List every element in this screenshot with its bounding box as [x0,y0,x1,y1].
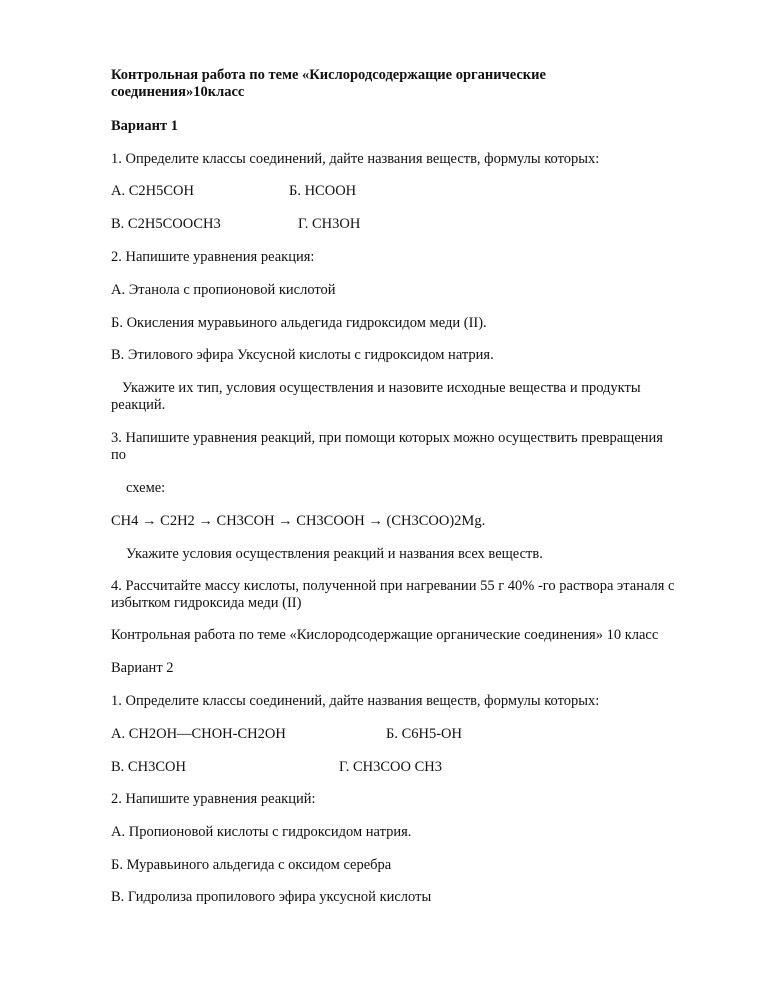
v1-q2-item-b: Б. Окисления муравьиного альдегида гидроксидом меди (II). [111,315,487,331]
v1-q1-option-c: В. С2Н5СООСН3 [111,216,221,232]
v1-q1-option-a: А. С2Н5СОН [111,183,194,199]
v1-title-line1: Контрольная работа по теме «Кислородсодержащие органические [111,67,546,83]
v2-q2-item-a: А. Пропионовой кислоты с гидроксидом натрия. [111,824,412,840]
v1-q4-line1: 4. Рассчитайте массу кислоты, полученной при нагревании 55 г 40% -го раствора этаналя с [111,578,675,594]
v1-q3-scheme-label: схеме: [126,480,166,496]
v2-q2-item-c: В. Гидролиза пропилового эфира уксусной кислоты [111,889,432,905]
v1-q1-option-d: Г. СН3ОН [298,216,361,232]
v1-q2-note-line2: реакций. [111,397,166,413]
v1-q3-scheme: СН4 → С2Н2 → СН3СОН → СН3СООН → (СН3СОО)2Mg. [111,513,486,529]
v2-q2-item-b: Б. Муравьиного альдегида с оксидом серебра [111,857,392,873]
v1-q3-note: Укажите условия осуществления реакций и названия всех веществ. [126,546,543,562]
v1-q1-option-b: Б. НСООН [289,183,357,199]
v1-q2-item-c: В. Этилового эфира Уксусной кислоты с гидроксидом натрия. [111,347,494,363]
v2-q1: 1. Определите классы соединений, дайте названия веществ, формулы которых: [111,693,600,709]
v1-q1: 1. Определите классы соединений, дайте названия веществ, формулы которых: [111,151,600,167]
v1-q4-line2: избытком гидроксида меди (II) [111,595,302,611]
v2-q1-option-a: А. СН2ОН—СНОН-СН2ОН [111,726,286,742]
v2-q1-option-c: В. СН3СОН [111,759,186,775]
v2-q1-option-d: Г. СН3СОО СН3 [339,759,443,775]
v1-q2-note-line1: Укажите их тип, условия осуществления и назовите исходные вещества и продукты [122,380,641,396]
v1-title-line2: соединения»10класс [111,84,245,100]
v1-variant-label: Вариант 1 [111,118,178,134]
v2-q1-option-b: Б. С6Н5-ОН [386,726,462,742]
v1-q3-line1: 3. Напишите уравнения реакций, при помощи которых можно осуществить превращения [111,430,663,446]
v1-q3-line2: по [111,447,127,463]
v2-variant-label: Вариант 2 [111,660,174,676]
v2-title: Контрольная работа по теме «Кислородсодержащие органические соединения» 10 класс [111,627,659,643]
v1-q2-item-a: А. Этанола с пропионовой кислотой [111,282,336,298]
v2-q2: 2. Напишите уравнения реакций: [111,791,316,807]
v1-q2: 2. Напишите уравнения реакция: [111,249,315,265]
